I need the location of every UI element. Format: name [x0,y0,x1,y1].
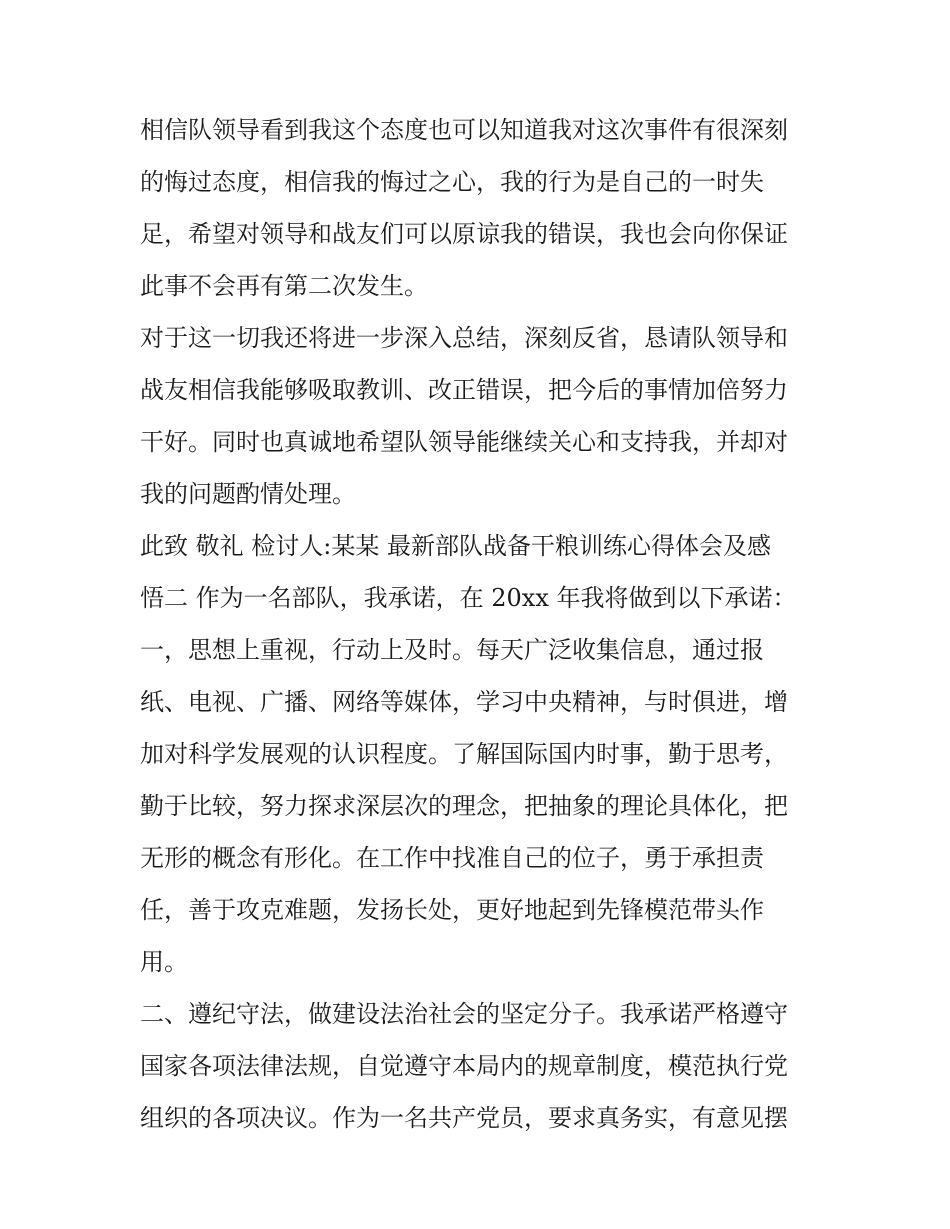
text-line: 纸、电视、广播、网络等媒体，学习中央精神，与时俱进，增 [140,688,788,716]
text-line: 勤于比较，努力探求深层次的理念，把抽象的理论具体化，把 [140,792,788,820]
document-body [140,104,820,1144]
text-line: 组织的各项决议。作为一名共产党员，要求真务实，有意见摆 [140,1104,788,1132]
text-line: 对于这一切我还将进一步深入总结，深刻反省，恳请队领导和 [140,324,788,352]
text-line: 相信队领导看到我这个态度也可以知道我对这次事件有很深刻 [140,116,788,144]
text-line: 我的问题酌情处理。 [140,480,356,508]
text-line: 此事不会再有第二次发生。 [140,272,428,300]
text-line: 足，希望对领导和战友们可以原谅我的错误，我也会向你保证 [140,220,788,248]
text-line: 战友相信我能够吸取教训、改正错误，把今后的事情加倍努力 [140,376,788,404]
text-line: 用。 [140,948,188,976]
text-line: 无形的概念有形化。在工作中找准自己的位子，勇于承担责 [140,844,764,872]
text-line: 任，善于攻克难题，发扬长处，更好地起到先锋模范带头作 [140,896,764,924]
text-line: 二、遵纪守法，做建设法治社会的坚定分子。我承诺严格遵守 [140,1000,788,1028]
text-line: 加对科学发展观的认识程度。了解国际国内时事，勤于思考， [140,740,788,768]
text-line: 国家各项法律法规，自觉遵守本局内的规章制度，模范执行党 [140,1052,788,1080]
text-line: 干好。同时也真诚地希望队领导能继续关心和支持我，并却对 [140,428,788,456]
text-line: 的悔过态度，相信我的悔过之心，我的行为是自己的一时失 [140,168,764,196]
text-line: 悟二 作为一名部队，我承诺，在 20xx 年我将做到以下承诺： [140,584,797,612]
text-line: 一，思想上重视，行动上及时。每天广泛收集信息，通过报 [140,636,764,664]
text-line: 此致 敬礼 检讨人:某某 最新部队战备干粮训练心得体会及感 [140,532,771,560]
